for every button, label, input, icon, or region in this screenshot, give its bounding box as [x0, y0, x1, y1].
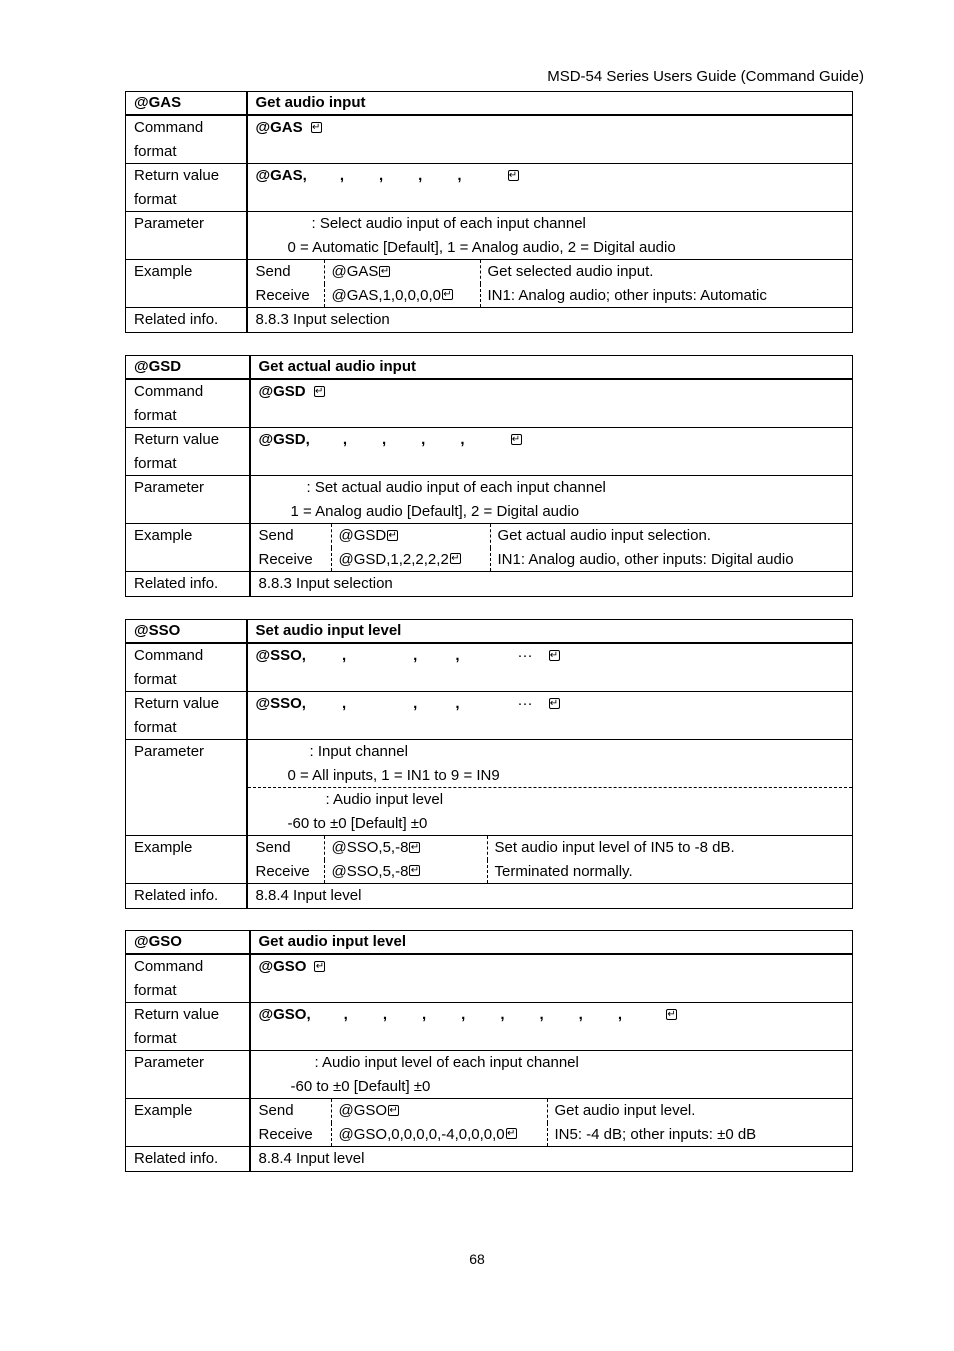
return-format-value: @GAS, , , , ,↵	[247, 164, 853, 212]
related-info-label: Related info.	[126, 308, 247, 333]
page-number: 68	[469, 1251, 485, 1267]
related-info-value: 8.8.3 Input selection	[247, 308, 853, 333]
example-label: Example	[126, 836, 247, 884]
return-key-icon	[549, 650, 560, 661]
parameter-label: Parameter	[126, 476, 250, 524]
command-format-value: @GSO↵	[250, 954, 853, 1003]
example-value: Send @SSO,5,-8↵ Set audio input level of IN5 to -8 dB. Receive @SSO,5,-8↵ Terminated normally.	[247, 836, 853, 884]
example-value: Send @GAS↵ Get selected audio input. Receive @GAS,1,0,0,0,0↵ IN1: Analog audio; other inputs: Automatic	[247, 260, 853, 308]
parameter-value: : Select audio input of each input channel 0 = Automatic [Default], 1 = Analog audio, 2 = Digital audio	[247, 212, 853, 260]
related-info-value: 8.8.3 Input selection	[250, 572, 853, 597]
command-format-label: Command format	[126, 115, 247, 164]
example-label: Example	[126, 1099, 250, 1147]
parameter-value: : Set actual audio input of each input channel 1 = Analog audio [Default], 2 = Digital audio	[250, 476, 853, 524]
example-label: Example	[126, 524, 250, 572]
command-format-label: Command format	[126, 643, 247, 692]
related-info-label: Related info.	[126, 572, 250, 597]
command-code: @GSD	[126, 356, 250, 380]
gas-command-table	[125, 91, 853, 333]
command-code: @GSO	[126, 931, 250, 955]
return-key-icon	[409, 865, 420, 876]
parameter-value: : Input channel 0 = All inputs, 1 = IN1 to 9 = IN9 : Audio input level -60 to ±0 [Default] ±0	[247, 740, 853, 836]
parameter-divider: : Audio input level	[248, 787, 853, 812]
command-title: Get audio input level	[250, 931, 853, 955]
return-format-value: @GSO, , , , , , , , ,↵	[250, 1003, 853, 1051]
page-header: MSD-54 Series Users Guide (Command Guide)	[547, 68, 864, 85]
command-format-label: Command format	[126, 954, 250, 1003]
example-value: Send @GSD↵ Get actual audio input selection. Receive @GSD,1,2,2,2,2↵ IN1: Analog audio, other inputs: Digital audio	[250, 524, 853, 572]
return-key-icon	[314, 386, 325, 397]
command-format-value: @GAS↵	[247, 115, 853, 164]
example-value: Send @GSO↵ Get audio input level. Receive @GSO,0,0,0,0,-4,0,0,0,0↵ IN5: -4 dB; other inputs: ±0 dB	[250, 1099, 853, 1147]
return-key-icon	[311, 122, 322, 133]
return-format-label: Return value format	[126, 1003, 250, 1051]
return-key-icon	[442, 289, 453, 300]
return-format-label: Return value format	[126, 692, 247, 740]
command-code: @SSO	[126, 620, 247, 644]
return-key-icon	[506, 1128, 517, 1139]
return-key-icon	[314, 961, 325, 972]
related-info-label: Related info.	[126, 1147, 250, 1172]
return-format-value: @GSD, , , , ,↵	[250, 428, 853, 476]
return-key-icon	[511, 434, 522, 445]
parameter-value: : Audio input level of each input channel -60 to ±0 [Default] ±0	[250, 1051, 853, 1099]
example-label: Example	[126, 260, 247, 308]
command-code: @GAS	[126, 92, 247, 116]
gsd-command-table	[125, 355, 853, 597]
command-format-label: Command format	[126, 379, 250, 428]
return-format-value: @SSO, , , , ···↵	[247, 692, 853, 740]
sso-command-table	[125, 619, 853, 909]
gso-command-table	[125, 930, 853, 1172]
parameter-label: Parameter	[126, 740, 247, 836]
return-format-label: Return value format	[126, 428, 250, 476]
parameter-label: Parameter	[126, 212, 247, 260]
command-format-value: @SSO, , , , ···↵	[247, 643, 853, 692]
return-key-icon	[666, 1009, 677, 1020]
return-format-label: Return value format	[126, 164, 247, 212]
return-key-icon	[549, 698, 560, 709]
command-title: Get audio input	[247, 92, 853, 116]
command-title: Set audio input level	[247, 620, 853, 644]
command-title: Get actual audio input	[250, 356, 853, 380]
command-format-value: @GSD↵	[250, 379, 853, 428]
parameter-label: Parameter	[126, 1051, 250, 1099]
return-key-icon	[508, 170, 519, 181]
related-info-value: 8.8.4 Input level	[247, 884, 853, 909]
return-key-icon	[409, 842, 420, 853]
related-info-value: 8.8.4 Input level	[250, 1147, 853, 1172]
return-key-icon	[388, 1105, 399, 1116]
related-info-label: Related info.	[126, 884, 247, 909]
return-key-icon	[387, 530, 398, 541]
return-key-icon	[379, 266, 390, 277]
return-key-icon	[450, 553, 461, 564]
